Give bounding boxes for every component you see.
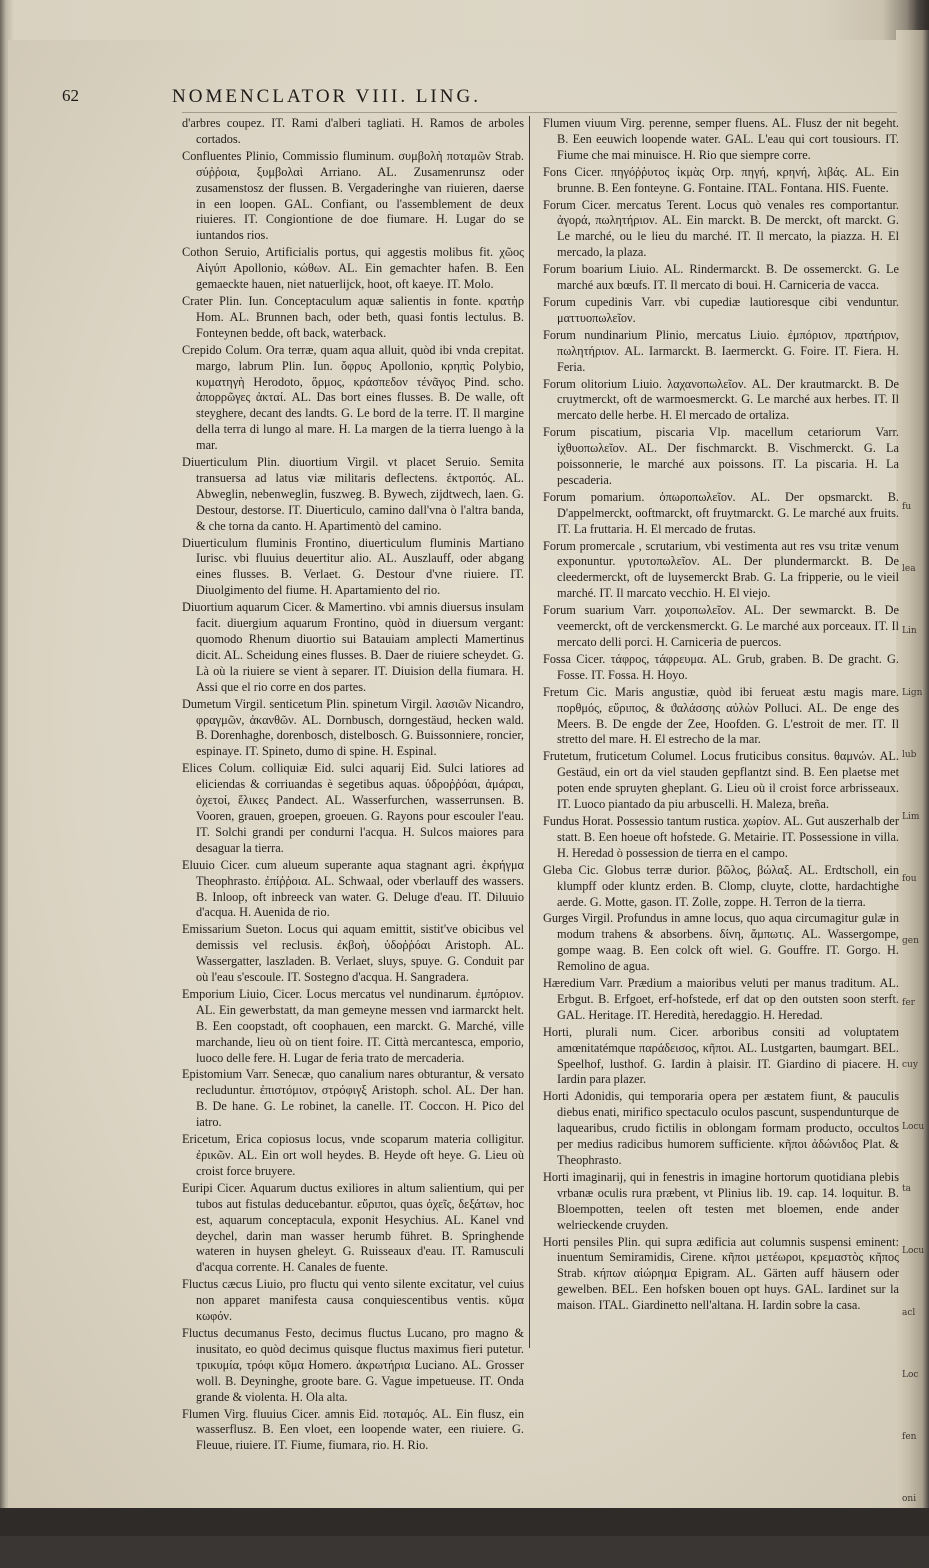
entry-headword: Epistomium: [182, 1067, 243, 1082]
dictionary-entry: [543, 165, 899, 197]
entry-definition: Colum. colliquiæ Eid. sulci aquarij Eid. Sulci latiores ad eliciendas & corriuandas è segetibus aquas. ὑδροῤῥόαι, ἀμάραι, ὀχετοί, ἕλικες Pandect. AL. Wasserfurchen, wasserrunsen. B. Vooren, grauen, groepen, groeuen. G. Rayons pour escouler l'eau. IT. Solchi grandi per condurni l'acqua. H. Sulcos maiores para desaguar la tierra.: [196, 761, 524, 855]
dictionary-entry: [182, 1326, 524, 1406]
entry-definition: Varr. χοιροπωλεῖον. AL. Der sewmarckt. B. De veemerckt, oft de verckensmerckt. G. Le marché aux porceaux. IT. Il mercato delli porci. H. Carniceria de puercos.: [557, 603, 899, 649]
entry-headword: Forum promercale: [543, 538, 635, 553]
dictionary-entry: [182, 1067, 524, 1131]
entry-definition: Plin. diuortium Virgil. vt placet Seruio. Semita transuersa ad latus viæ militaris deflectens. ἐκτροπός. AL. Abweglin, nebenweglin, fuszweg. B. Bywech, zijdtwech, laen. G. Destour, destorse. IT. Diuerticulo, camino dall'vna ò l'altra banda, & che torna da canto. H. Apartimentò del camino.: [196, 455, 524, 533]
entry-headword: Fossa: [543, 651, 572, 666]
entry-headword: Diuortium aquarum: [182, 600, 280, 615]
dictionary-entry: [182, 922, 524, 986]
entry-headword: Forum nundinarium: [543, 327, 648, 342]
margin-fragment: oni: [902, 1494, 917, 1504]
entry-definition: Virgil. senticetum Plin. spinetum Virgil. λασιῶν Nicandro, φραγμῶν, ἀκανθῶν. AL. Dornbusch, dorngestäud, hecken wald. B. Dorenhaghe, dorenbosch, distelbosch. G. Buissonniere, roncier, espinaye. IT. Spineto, dumo di spine. H. Espinal.: [196, 696, 524, 759]
margin-fragment: acl: [902, 1308, 916, 1318]
entry-definition: Seruio, Artificialis portus, qui aggestis molibus fit. χῶος Αἰγύπ Apollonio, κώθων. AL. Ein gemachter hafen. B. Een gemaeckte hauen, niet natuerlijck, hoot, oft kaeye. IT. Molo.: [196, 245, 525, 292]
entry-definition: fruticetum Columel. Locus fruticibus consitus. θαμνών. AL. Gestäud, ein ort da viel stauden gepflantzt sind. B. Een plaetse met poten ende spruyten gheplant. G. Lieu où il croist force arbrisseaux. IT. Luoco piantado da piu arbuscelli. H. Maleza, breña.: [557, 749, 899, 812]
entry-definition: Frontino, diuerticulum fluminis Martiano Iurisc. vbi fluuius deuertitur alio. AL. Auszlauff, oder abgang eines flusses. B. Verlaet. G. Destour d'vne riuiere. IT. Diuolgimento del fiume. H. Apartamiento del rio.: [196, 535, 524, 598]
dictionary-entry: [543, 262, 899, 294]
dictionary-entry: [182, 1181, 524, 1276]
dictionary-entry: [543, 814, 899, 862]
dictionary-entry: [182, 245, 524, 293]
column-rule: [529, 116, 530, 1348]
entry-headword: Eluuio: [182, 857, 215, 872]
entry-definition: plurali num. Cicer. arboribus consiti ad voluptatem amœnitatémque παράδεισος, κῆποι. AL. Lustgarten, baumgart. BEL. Speelhof, lusthof. G. Iardin à plaisir. IT. Giardino di piacere. H. Iardin para plazer.: [557, 1024, 900, 1087]
entry-definition: Festo, decimus fluctus Lucano, pro magno & inusitato, eo quòd decimus quisque fluctus maximus fieri putetur. τρικυμία, τρόφι κῦμα Homero. ἀκρωτήρια Luciano. AL. Grosser woll. B. Deyninghe, groote bare. G. Vague impetueuse. IT. Onda grande & violenta. H. Ola alta.: [196, 1325, 525, 1404]
entry-headword: Forum suarium: [543, 603, 625, 618]
entry-definition: Liuio, pro fluctu qui vento silente excitatur, vel cuius non apparet manifesta causa conquiescentibus ventis. κῦμα κωφόν.: [196, 1277, 525, 1324]
margin-fragment: fou: [902, 874, 917, 884]
entry-headword: Euripi: [182, 1180, 213, 1195]
dictionary-entry: [182, 987, 524, 1067]
dictionary-entry: [543, 1089, 899, 1169]
entry-headword: Dumetum: [182, 696, 232, 711]
dictionary-entry: [182, 858, 524, 922]
entry-definition: Colum. Ora terræ, quam aqua alluit, quòd ibi vnda crepitat. margo, labrum Plin. Iun. ὄφρυς Apollonio, κρηπὶς Polybio, κυματηγὴ Herodoto, ὅρμος, κράσπεδον τένᾶγος Pind. scho. ἀπορρῶγες ἀκταί. AL. Das bort eines flusses. B. De walle, oft steyghere, decant des landts. G. Le bord de la terre. IT. Il margine della terra di lungo al mare. H. La margen de la tierra luengo à la mar.: [196, 342, 524, 453]
entry-headword: Horti pensiles: [543, 1234, 614, 1249]
entry-headword: Forum piscatium,: [543, 425, 642, 440]
margin-fragment: ta: [902, 1184, 911, 1194]
entry-headword: Frutetum,: [543, 749, 592, 764]
entry-definition: Cicer. cum alueum superante aqua stagnant agri. ἐκρήγμα Theophrasto. ἐπίῤῥοια. AL. Schwaal, oder vberlauff des wassers. B. Inloop, oft inbreeck van water. G. Deluge d'eau. IT. Diluuio d'acqua. H. Auenida de rio.: [196, 857, 525, 920]
entry-headword: Fons: [543, 164, 567, 179]
entry-definition: Cicer. & Mamertino. vbi amnis diuersus insulam facit. diuergium aquarum Frontino, quòd in diuersum vergant: quomodo Rhenum diuortio sui Batauiam amplecti Mamertinus dicit. AL. Scheidung eines flusses. B. Daer de riuiere scheydet. G. Là où la riuiere se vient à separer. IT. Diuision della fiumara. H. Assi que el rio corre en dos partes.: [196, 600, 524, 694]
dictionary-entry: [543, 377, 899, 425]
entry-definition: Horat. Possessio tantum rustica. χωρίον. AL. Gut auszerhalb der statt. B. Een hoeue oft hofstede. G. Metairie. IT. Possessione in villa. H. Heredad ò possession de tierra en el campo.: [557, 813, 899, 860]
entry-headword: Hæredium: [543, 976, 595, 991]
entry-definition: Cicer. τάφρος, τάφρευμα. AL. Grub, graben. B. De gracht. G. Fosse. IT. Fossa. H. Hoyo.: [557, 651, 900, 682]
margin-fragment: Locu: [902, 1122, 925, 1132]
entry-headword: Horti imaginarij,: [543, 1169, 627, 1184]
entry-definition: Virg. perenne, semper fluens. AL. Flusz der nit begeht. B. Een eeuwich loopende water. GAL. L'eau qui cort tousiours. IT. Fiume che mai minuisce. H. Rio que siempre corre.: [557, 116, 900, 162]
dictionary-entry: [543, 295, 899, 327]
dictionary-entry: [182, 1407, 524, 1455]
dictionary-entry: [182, 455, 524, 535]
scan-bottom-band: [0, 1508, 929, 1536]
dictionary-entry: [543, 976, 899, 1024]
left-column: [182, 116, 524, 1455]
margin-fragment: gen: [902, 936, 919, 946]
entry-headword: Gurges: [543, 911, 579, 926]
entry-definition: Plinio, mercatus Liuio. ἐμπόριον, πρατήριον, πωλητήριον. AL. Iarmarckt. B. Iaermerckt. G. Foire. IT. Fiera. H. Feria.: [557, 327, 899, 374]
entry-headword: Forum pomarium.: [543, 489, 645, 504]
header-rule: [182, 112, 897, 113]
dictionary-entry: [543, 539, 899, 603]
dictionary-entry: [543, 603, 899, 651]
entry-definition: Liuio. AL. Rindermarckt. B. De ossemerckt. G. Le marché aux bœufs. IT. Il mercato di boui. H. Carniceria de vacca.: [557, 262, 899, 293]
entry-definition: Virg. fluuius Cicer. amnis Eid. ποταμός. AL. Ein flusz, ein wasserflusz. B. Een vloet, een loopende water, een riuiere. G. Fleuue, riuiere. IT. Fiume, fiumara, rio. H. Rio.: [196, 1406, 525, 1453]
entry-definition: ὀπωροπωλεῖον. AL. Der opsmarckt. B. D'appelmerckt, ooftmarckt, oft fruytmarckt. G. Le marché aux fruits. IT. La fruttaria. H. El mercado de frutas.: [557, 489, 899, 536]
entry-headword: Forum cupedinis: [543, 294, 633, 309]
entry-headword: Fundus: [543, 813, 580, 828]
entry-definition: Plin. qui supra ædificia aut columnis suspensi eminent: inuentum Semiramidis, Cirene. κῆποι μετέωροι, κρεμαστὸς κῆπος Strab. κήπων αἰώρημα Epigram. AL. Gärten auff häusern oder gewelben. BEL. Een hofsken bouen opt huys. GAL. Iardinet sur la maison. ITAL. Giardinetto nell'altana. H. Iardin sobre la casa.: [557, 1234, 899, 1313]
entry-headword: Ericetum,: [182, 1132, 231, 1147]
dictionary-entry: [182, 1277, 524, 1325]
entry-headword: Crater: [182, 293, 213, 308]
dictionary-entry: [543, 749, 899, 813]
dictionary-entry: [182, 116, 524, 148]
entry-headword: Flumen: [182, 1406, 220, 1421]
entry-definition: Varr. vbi cupediæ lautioresque cibi venduntur. ματτυοπωλεῖον.: [557, 294, 900, 325]
dictionary-entry: [543, 116, 899, 164]
entry-headword: Flumen viuum: [543, 116, 617, 130]
dictionary-entry: [543, 685, 899, 749]
margin-fragment: Lign: [902, 688, 923, 698]
entry-headword: Confluentes: [182, 148, 242, 163]
entry-headword: Gleba: [543, 862, 573, 877]
entry-headword: Fluctus decumanus: [182, 1325, 280, 1340]
entry-definition: Liuio. λαχανοπωλεῖον. AL. Der krautmarckt. B. De cruytmerckt, oft de warmoesmerckt. G. Le marché aux herbes. IT. Il mercato delle herbe. H. El mercado de ortaliza.: [557, 376, 899, 423]
dictionary-entry: [182, 697, 524, 761]
entry-definition: Cicer. mercatus Terent. Locus quò venales res comportantur. ἀγορά, πωλητήριον. AL. Ein marckt. B. De merckt, oft marckt. G. Le marché, ou le lieu du marché. IT. Il mercato, la piazza. H. El mercado, la plaza.: [557, 197, 899, 260]
entry-headword: Forum: [543, 197, 576, 212]
entry-headword: Forum olitorium: [543, 376, 627, 391]
entry-definition: qui temporaria opera per æstatem fiunt, & pauculis diebus enati, mirifico spectaculo oculos pascunt, suspendunturque de laquearibus, crudo fictilis in oblongam formam producto, occultos per medius radicibus humorem sufficiente. κῆποι ἀδώνιδος Plat. & Theophrasto.: [557, 1089, 899, 1167]
entry-headword: Diuerticulum fluminis: [182, 535, 297, 550]
dictionary-entry: [182, 343, 524, 454]
margin-fragment: lea: [902, 564, 916, 574]
entry-headword: Emporium: [182, 986, 235, 1001]
dictionary-entry: [182, 600, 524, 695]
entry-definition: Erica copiosus locus, vnde scoparum materia colligitur. ἐρικῶν. AL. Ein ort woll heydes. B. Heyde oft heye. G. Lieu où croist force bruyere.: [196, 1132, 524, 1178]
entry-definition: d'arbres coupez. IT. Rami d'alberi tagliati. H. Ramos de arboles cortados.: [182, 116, 524, 146]
entry-definition: , scrutarium, vbi vestimenta aut res vsu tritæ venum exponuntur. γρυτοπωλεῖον. AL. Der plundermarckt. B. De cleedermerckt, oft de luysemerckt Brab. G. La fripperie, ou le vieil marché. IT. Il marcato vecchio. H. El viejo.: [557, 538, 900, 601]
entry-headword: Forum boarium: [543, 262, 623, 277]
entry-definition: qui in fenestris in imagine hortorum quotidiana plebis vrbanæ oculis rura præbent, vt Plinius lib. 19. cap. 14. loquitur. B. Bloempotten, teelen oft testen met bloemen, ende ander welrieckende cruyden.: [557, 1169, 899, 1232]
margin-fragment: cuy: [902, 1060, 918, 1070]
dictionary-entry: [543, 1170, 899, 1234]
margin-fragment: Loc: [902, 1370, 919, 1380]
margin-fragment: fu: [902, 502, 912, 512]
right-column: [543, 116, 899, 1315]
entry-definition: Virgil. Profundus in amne locus, quo aqua circumagitur gulæ in modum trahens & absorbens. δίνη, ἄμπωτις. AL. Wassergompe, gompe waag. B. Een colck oft wiel. G. Gouffre. IT. Gorgo. H. Remolino de agua.: [557, 911, 899, 974]
dictionary-entry: [543, 328, 899, 376]
entry-headword: Horti,: [543, 1024, 573, 1039]
page-title: NOMENCLATOR VIII. LING.: [172, 86, 481, 107]
margin-fragment: lub: [902, 750, 917, 760]
dictionary-entry: [182, 1132, 524, 1180]
dictionary-entry: [182, 536, 524, 600]
entry-headword: Fretum: [543, 684, 579, 699]
entry-headword: Horti Adonidis,: [543, 1089, 623, 1104]
margin-fragment: fen: [902, 1432, 917, 1442]
entry-definition: Plin. Iun. Conceptaculum aquæ salientis in fonte. κρατὴρ Hom. AL. Brunnen bach, oder beth, quasi fontis lectulus. B. Fonteynen bedde, oft back, waterback.: [196, 293, 524, 340]
margin-fragment: fer: [902, 998, 915, 1008]
entry-headword: Emissarium: [182, 922, 241, 937]
entry-definition: Varr. Prædium a maioribus veluti per manus traditum. AL. Erbgut. B. Erfgoet, erf-hofstede, erf dat op den outsten soon sterft. GAL. Heritage. IT. Heredità, heredaggio. H. Heredad.: [557, 976, 899, 1022]
margin-fragment: Lin: [902, 626, 917, 636]
dictionary-entry: [543, 863, 899, 911]
entry-definition: Cic. Globus terræ durior. βῶλος, βώλαξ. AL. Erdtscholl, ein klumpff oder kluntz erden. B. Clomp, cluyte, clotte, hardachtighe aerde. G. Motte, gason. IT. Zolle, zoppe. H. Terron de la tierra.: [557, 862, 899, 909]
dictionary-entry: [543, 490, 899, 538]
dictionary-entry: [543, 1235, 899, 1315]
entry-headword: Crepido: [182, 342, 222, 357]
dictionary-entry: [182, 761, 524, 856]
entry-headword: Cothon: [182, 245, 219, 260]
entry-definition: Plinio, Commissio fluminum. συμβολὴ ποταμῶν Strab. σύῤῥοια, ξυμβολαὶ Arriano. AL. Zusamenrunsz oder zusamenstosz der flussen. B. Vergaderinghe van riuieren, daerse in een loopen. GAL. Confiant, ou l'assemblement de deux riuieres. IT. Congiontione de doe fiumare. H. Lugar do se iuntandos rios.: [196, 148, 524, 243]
entry-definition: Cicer. Aquarum ductus exiliores in altum salientium, qui per tubos aut fistulas deducebantur. εὔριποι, quas ὀχεῖς, δεξάτων, hoc est, aquarum conceptacula, exponit Hesychius. AL. Kanel vnd deychel, darin man wasser herumb führet. B. Springhende wateren in huysen gheleyt. G. Ruisseaux d'eau. IT. Ramusculi d'acqua corrente. H. Canales de fuente.: [196, 1180, 525, 1275]
entry-headword: Elices: [182, 761, 213, 776]
entry-definition: Cic. Maris angustiæ, quòd ibi ferueat æstu magis mare. πορθμός, εὔριπος, & ϑαλάσσης αὐλὼν Polluci. AL. De enge des Meers. B. De engde der Zee, Hoofden. G. L'estroit de mer. IT. Il stretto del mare. H. El estrecho de la mar.: [557, 684, 899, 747]
dictionary-entry: [182, 149, 524, 244]
entry-headword: Diuerticulum: [182, 455, 248, 470]
entry-definition: piscaria Vlp. macellum cetariorum Varr. ἰχθυοπωλεῖον. AL. Der fischmarckt. B. Vischmerckt. G. La poissonnerie, le marché aux poissons. IT. La piscaria. H. La pescaderia.: [557, 425, 899, 487]
page-number: 62: [62, 86, 79, 105]
margin-fragment: Loc: [902, 1556, 919, 1566]
dictionary-entry: [543, 425, 899, 489]
entry-definition: Sueton. Locus qui aquam emittit, sistit've obicibus vel demissis vel reclusis. ἐκβοὴ, ὑδοῤῥόαι Aristoph. AL. Wassergatter, laszladen. B. Verlaet, sluys, spuye. G. Conduit par où l'eau s'escoule. IT. Sostegno d'acqua. H. Sangradera.: [196, 922, 524, 985]
margin-fragment: Lim: [902, 812, 920, 822]
dictionary-entry: [543, 911, 899, 975]
facing-page-edge: [896, 30, 929, 1566]
dictionary-entry: [543, 1025, 899, 1089]
dictionary-entry: [543, 198, 899, 262]
entry-headword: Fluctus cæcus: [182, 1277, 253, 1292]
dictionary-entry: [543, 652, 899, 684]
dictionary-entry: [182, 294, 524, 342]
margin-fragment: Locu: [902, 1246, 925, 1256]
entry-definition: Varr. Senecæ, quo canalium nares obturantur, & versato recluduntur. ἐπιστόμιον, στρόφιγξ Aristoph. schol. AL. Der han. B. De hane. G. Le robinet, la canelle. IT. Coccon. H. Pico del iatro.: [196, 1067, 524, 1130]
entry-definition: Cicer. πηγόῤῥυτος ἰκμὰς Orp. πηγή, κρηνή, λιβάς. AL. Ein brunne. B. Een fonteyne. G. Fontaine. ITAL. Fontana. HIS. Fuente.: [557, 164, 899, 195]
entry-definition: Liuio, Cicer. Locus mercatus vel nundinarum. ἐμπόριον. AL. Ein gewerbstatt, da man gemeyne messen vnd iarmarckt helt. B. Een coopstadt, oft coophauen, een marckt. G. Marché, ville marchande, lieu où on tient foire. IT. Città mercantesca, emporio, luoco delle fere. H. Lugar de feria trato de mercaderia.: [196, 986, 525, 1065]
